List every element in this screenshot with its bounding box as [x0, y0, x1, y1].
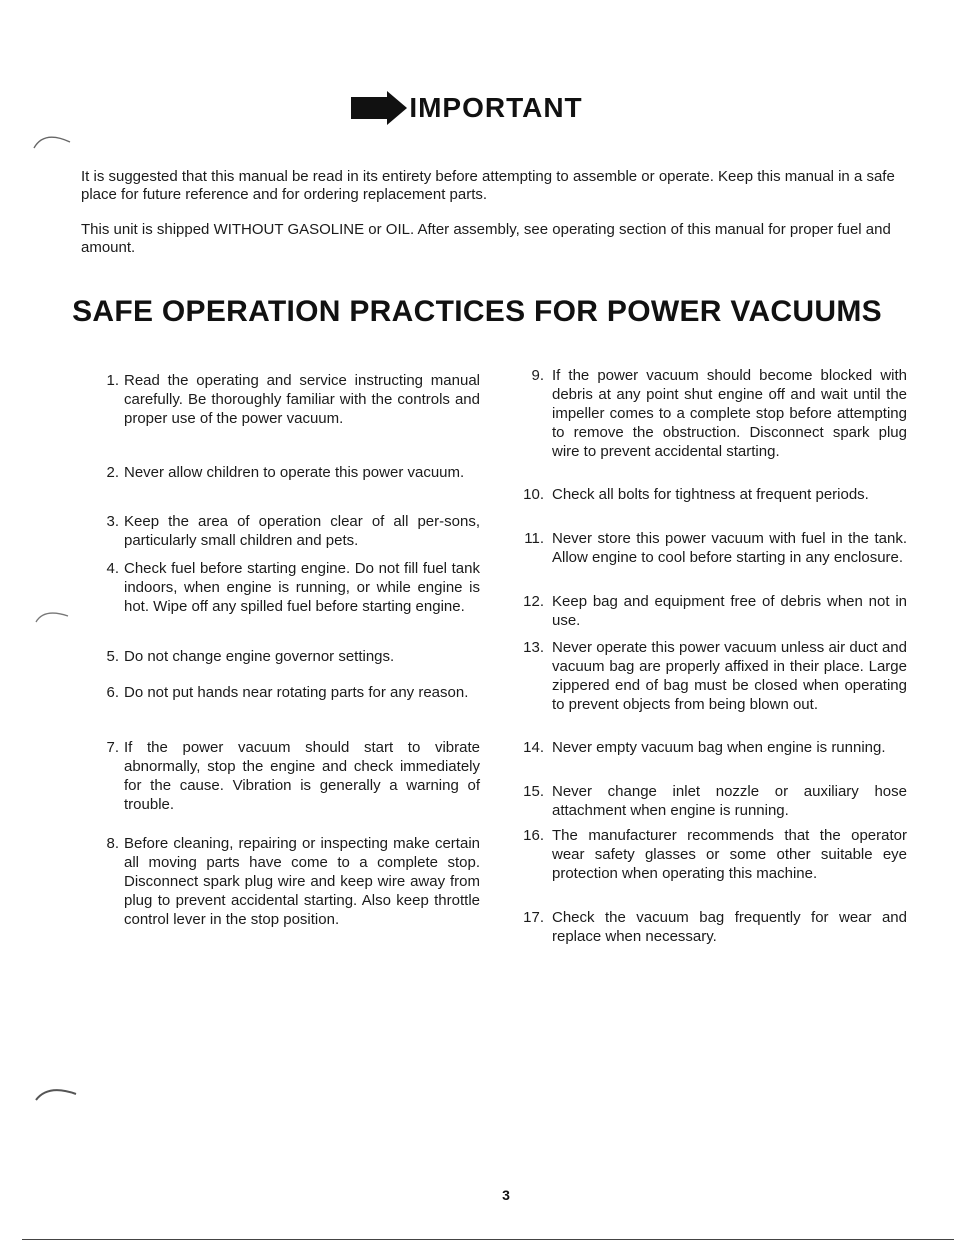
item-number: 1.: [106, 372, 119, 389]
list-item: [95, 512, 480, 550]
scan-mark: [32, 604, 72, 624]
list-item: [515, 592, 907, 630]
list-item: [515, 366, 907, 461]
list-item: [95, 647, 480, 666]
item-text: Keep the area of operation clear of all per-sons, particularly small children and pets.: [124, 513, 480, 549]
item-text: Never empty vacuum bag when engine is running.: [552, 739, 886, 756]
list-item: [515, 826, 907, 883]
item-number: 8.: [106, 835, 119, 852]
item-text: Check all bolts for tightness at frequent periods.: [552, 486, 869, 503]
item-number: 17.: [523, 909, 544, 926]
list-item: [515, 738, 907, 757]
item-text: If the power vacuum should become blocked with debris at any point shut engine off and wait until the impeller comes to a complete stop before attempting to remove the obstruction. Disconnect spark plug wire to prevent accidental starting.: [552, 367, 907, 460]
item-number: 13.: [523, 639, 544, 656]
list-item: [95, 834, 480, 929]
item-text: Do not put hands near rotating parts for any reason.: [124, 684, 469, 701]
list-item: [515, 485, 907, 504]
bottom-rule: [22, 1239, 954, 1240]
item-number: 16.: [523, 827, 544, 844]
section-title: SAFE OPERATION PRACTICES FOR POWER VACUUMS: [72, 295, 882, 328]
scan-mark: [30, 128, 76, 150]
item-text: Read the operating and service instructing manual carefully. Be thoroughly familiar with the controls and proper use of the power vacuum.: [124, 372, 480, 427]
item-number: 5.: [106, 648, 119, 665]
list-item: [95, 738, 480, 814]
item-number: 4.: [106, 560, 119, 577]
list-item: [515, 908, 907, 946]
item-text: Never store this power vacuum with fuel in the tank. Allow engine to cool before starting in any enclosure.: [552, 530, 907, 566]
list-item: [515, 782, 907, 820]
intro-paragraph-1: It is suggested that this manual be read in its entirety before attempting to assemble or operate. Keep this manual in a safe place for future reference and for ordering replacement parts.: [81, 168, 895, 203]
item-text: The manufacturer recommends that the operator wear safety glasses or some other suitable eye protection when operating this machine.: [552, 827, 907, 882]
list-item: [95, 559, 480, 616]
item-number: 6.: [106, 684, 119, 701]
item-text: Never allow children to operate this power vacuum.: [124, 464, 465, 481]
list-item: [95, 371, 480, 428]
scan-mark: [32, 1082, 80, 1102]
list-item: [95, 463, 480, 482]
item-number: 3.: [106, 513, 119, 530]
item-number: 15.: [523, 783, 544, 800]
item-text: Never operate this power vacuum unless air duct and vacuum bag are properly affixed in their place. Large zippered end of bag must be closed when operating to prevent objects from being blown out.: [552, 639, 907, 713]
list-item: [515, 529, 907, 567]
arrow-icon: [351, 88, 407, 128]
intro-paragraph-2: This unit is shipped WITHOUT GASOLINE or OIL. After assembly, see operating section of this manual for proper fuel and amount.: [81, 221, 891, 256]
item-number: 11.: [524, 530, 544, 547]
item-text: Check fuel before starting engine. Do not fill fuel tank indoors, when engine is running, or while engine is hot. Wipe off any spilled fuel before starting engine.: [124, 560, 480, 615]
item-text: Never change inlet nozzle or auxiliary hose attachment when engine is running.: [552, 783, 907, 819]
item-number: 9.: [531, 367, 544, 384]
item-text: If the power vacuum should start to vibrate abnormally, stop the engine and check immediately for the cause. Vibration is generally a warning of trouble.: [124, 739, 480, 813]
page-number: 3: [502, 1187, 510, 1203]
item-number: 2.: [106, 464, 119, 481]
list-item: [95, 683, 480, 702]
item-text: Before cleaning, repairing or inspecting make certain all moving parts have come to a complete stop. Disconnect spark plug wire and keep wire away from plug to prevent accidental starting. Also keep throttle control lever in the stop position.: [124, 835, 480, 928]
list-item: [515, 638, 907, 714]
item-text: Do not change engine governor settings.: [124, 648, 395, 665]
item-number: 14.: [523, 739, 544, 756]
item-text: Keep bag and equipment free of debris when not in use.: [552, 593, 907, 629]
important-header: [0, 88, 954, 128]
item-number: 7.: [106, 739, 119, 756]
important-label: IMPORTANT: [409, 92, 583, 123]
item-number: 12.: [523, 593, 544, 610]
item-text: Check the vacuum bag frequently for wear and replace when necessary.: [552, 909, 907, 945]
item-number: 10.: [523, 486, 544, 503]
